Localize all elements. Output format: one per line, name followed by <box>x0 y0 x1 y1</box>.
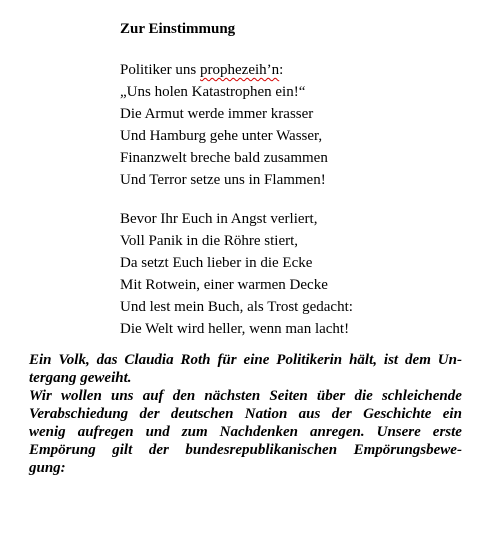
poem-line: Und Hamburg gehe unter Wasser, <box>120 128 323 144</box>
prose-word: dem <box>405 352 431 368</box>
prose-word: den <box>172 388 196 404</box>
prose-word: Ein <box>29 352 52 368</box>
prose-word: bundesrepublikanischen <box>185 442 338 458</box>
poem-line: Und Terror setze uns in Flammen! <box>120 172 326 188</box>
prose-paragraphs <box>29 351 462 477</box>
prose-word: die <box>354 388 373 404</box>
poem-title: Zur Einstimmung <box>120 21 236 37</box>
prose-line <box>29 423 462 441</box>
prose-word: wollen <box>60 388 102 404</box>
prose-word: Un- <box>437 352 462 368</box>
prose-word: aus <box>298 406 321 422</box>
prose-word: anregen. <box>310 424 365 440</box>
poem-line: Und lest mein Buch, als Trost gedacht: <box>120 299 353 315</box>
poem-line: Bevor Ihr Euch in Angst verliert, <box>120 211 318 227</box>
prose-word: über <box>316 388 346 404</box>
prose-word: das <box>96 352 118 368</box>
prose-word: Nachdenken <box>219 424 298 440</box>
prose-word: Claudia <box>124 352 174 368</box>
poem-line: „Uns holen Katastrophen ein!“ <box>120 84 306 100</box>
line-text: Politiker uns <box>120 62 201 78</box>
prose-word: schleichende <box>381 388 462 404</box>
prose-word: uns <box>110 388 134 404</box>
prose-word: deutschen <box>170 406 234 422</box>
prose-line <box>29 387 462 405</box>
prose-word: der <box>139 406 160 422</box>
poem-line: Finanzwelt breche bald zusammen <box>120 150 328 166</box>
spellcheck-flagged-word[interactable]: prophezeih’n <box>200 62 280 78</box>
prose-word: für <box>217 352 237 368</box>
prose-word: Unsere <box>376 424 421 440</box>
poem-line: Da setzt Euch lieber in die Ecke <box>120 255 313 271</box>
prose-word: ist <box>383 352 399 368</box>
prose-word: gilt <box>112 442 133 458</box>
prose-word: Empörungsbewe- <box>353 442 462 458</box>
prose-word: Volk, <box>58 352 90 368</box>
prose-word: Seiten <box>269 388 308 404</box>
prose-word: und <box>145 424 170 440</box>
prose-word: wenig <box>29 424 66 440</box>
prose-line <box>29 441 462 459</box>
poem-line: Mit Rotwein, einer warmen Decke <box>120 277 328 293</box>
prose-word: Nation <box>244 406 288 422</box>
prose-word: Wir <box>29 388 52 404</box>
prose-word: Geschichte <box>363 406 432 422</box>
poem-stanza-2 <box>120 208 353 340</box>
prose-line: tergang geweiht. <box>29 370 132 386</box>
prose-line <box>29 351 462 369</box>
prose-word: Roth <box>180 352 211 368</box>
prose-word: Politikerin <box>276 352 343 368</box>
prose-word: erste <box>432 424 462 440</box>
prose-line: gung: <box>29 460 66 476</box>
prose-word: eine <box>243 352 270 368</box>
prose-word: ein <box>442 406 462 422</box>
prose-word: Verabschiedung <box>29 406 129 422</box>
prose-word: der <box>331 406 352 422</box>
line-text: : <box>279 62 284 78</box>
poem-line <box>120 59 328 81</box>
poem-line: Voll Panik in die Röhre stiert, <box>120 233 299 249</box>
prose-word: aufregen <box>77 424 134 440</box>
prose-word: hält, <box>349 352 377 368</box>
poem-stanza-1 <box>120 59 328 191</box>
prose-word: nächsten <box>204 388 261 404</box>
prose-word: auf <box>142 388 164 404</box>
poem-line: Die Armut werde immer krasser <box>120 106 314 122</box>
prose-word: Empörung <box>29 442 96 458</box>
prose-word: der <box>148 442 169 458</box>
prose-word: zum <box>181 424 208 440</box>
poem-line: Die Welt wird heller, wenn man lacht! <box>120 321 350 337</box>
prose-line <box>29 405 462 423</box>
